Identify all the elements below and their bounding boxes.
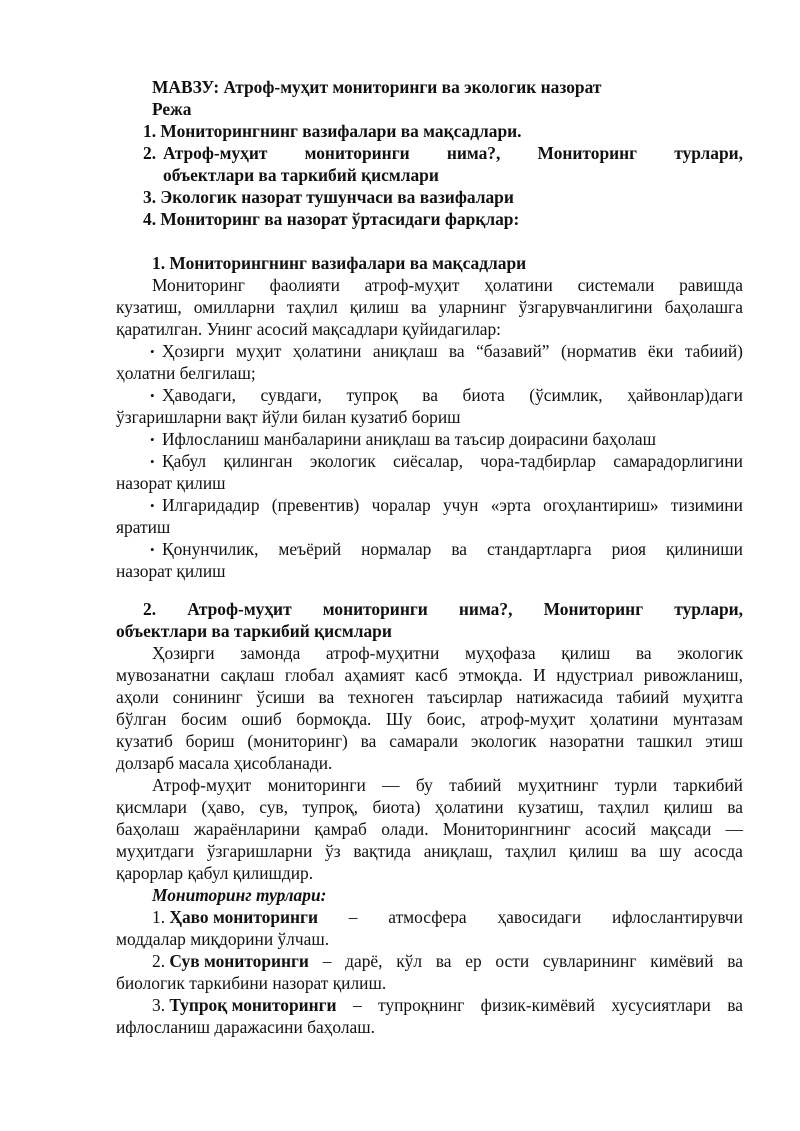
section-2-p2-line-2: қисмлари (ҳаво, сув, тупроқ, биота) ҳолатини кузатиш, таҳлил қилиш ва [116, 797, 743, 817]
section-1-intro-line-3: қаратилган. Унинг асосий мақсадлари қуйидагилар: [116, 319, 501, 339]
type-3-line-2: ифлосланиш даражасини баҳолаш. [116, 1017, 375, 1037]
section-2-p1-line-1: Ҳозирги замонда атроф-муҳитни муҳофаза қилиш ва экологик [152, 643, 743, 663]
type-2-term: Сув мониторинги [169, 951, 309, 971]
plan-item-text: Мониторингнинг вазифалари ва мақсадлари. [160, 121, 522, 141]
section-1-intro-line-2: кузатиш, омилларни таҳлил қилиш ва уларнинг ўзгарувчанлигини баҳолашга [116, 297, 743, 317]
document-title: МАВЗУ: Атроф-муҳит мониторинги ва экологик назорат [152, 77, 602, 97]
section-2-p2-line-4: муҳитдаги ўзгаришларни ўз вақтида аниқлаш, таҳлил қилиш ва шу асосда [116, 841, 743, 861]
type-2-line-2: биологик таркибини назорат қилиш. [116, 973, 387, 993]
plan-item-number: 1. [143, 121, 157, 141]
bullet-4-line-1: Қабул қилинган экологик сиёсалар, чора-тадбирлар самарадорлигини [162, 451, 743, 471]
plan-item-2-number: 2. [143, 143, 157, 163]
bullet-marker: • [150, 542, 155, 557]
type-2-line-1: 2. Сув мониторинги – дарё, кўл ва ер ости сувларининг кимёвий ва [152, 951, 743, 971]
plan-item-1 [143, 120, 522, 142]
plan-item-2-continuation: объектлари ва таркибий қисмлари [163, 165, 439, 185]
bullet-marker: • [150, 344, 155, 359]
bullet-4-line-2: назорат қилиш [116, 473, 226, 493]
section-2-p2-line-3: баҳолаш жараёнларини қамраб олади. Мониторингнинг асосий мақсади — [116, 819, 743, 839]
plan-item-4: 4. Мониторинг ва назорат ўртасидаги фарқлар: [143, 209, 520, 229]
plan-item-3: 3. Экологик назорат тушунчаси ва вазифалари [143, 187, 514, 207]
bullet-marker: • [150, 498, 155, 513]
section-2-heading-line-1: 2. Атроф-муҳит мониторинги нима?, Мониторинг турлари, [143, 599, 743, 619]
section-1-heading: 1. Мониторингнинг вазифалари ва мақсадлари [152, 253, 527, 273]
bullet-marker: • [150, 432, 155, 447]
section-2-p2-line-5: қарорлар қабул қилишдир. [116, 863, 314, 883]
section-1-intro-line-1: Мониторинг фаолияти атроф-муҳит ҳолатини системали равишда [152, 275, 743, 295]
section-2-p1-line-3: аҳоли сонининг ўсиши ва техноген таъсирлар натижасида табиий муҳитга [116, 687, 743, 707]
bullet-2-line-1: Ҳаводаги, сувдаги, тупроқ ва биота (ўсимлик, ҳайвонлар)даги [162, 385, 743, 405]
type-3-term: Тупроқ мониторинги [169, 995, 337, 1015]
type-3-line-1: 3. Тупроқ мониторинги – тупроқнинг физик-кимёвий хусусиятлари ва [152, 995, 743, 1015]
type-1-line-2: моддалар миқдорини ўлчаш. [116, 929, 330, 949]
section-2-p1-line-5: кузатиб бориш (мониторинг) ва самарали экологик назоратни ташкил этиш [116, 731, 743, 751]
section-2-p1-line-2: мувозанатни сақлаш глобал аҳамият касб этмоқда. И ндустриал ривожланиш, [116, 665, 743, 685]
section-2-heading-line-2: объектлари ва таркибий қисмлари [116, 621, 392, 641]
section-2-p1-line-4: бўлган босим ошиб бормоқда. Шу боис, атроф-муҳит ҳолатини мунтазам [116, 709, 743, 729]
bullet-5-line-2: яратиш [116, 517, 171, 537]
type-1-term: Ҳаво мониторинги [169, 907, 318, 927]
type-1-line-1: 1. Ҳаво мониторинги – атмосфера ҳавосидаги ифлослантирувчи [152, 907, 743, 927]
bullet-2-line-2: ўзгаришларни вақт йўли билан кузатиб бориш [116, 407, 461, 427]
monitoring-types-heading: Мониторинг турлари: [152, 885, 327, 905]
section-2-p1-line-6: долзарб масала ҳисобланади. [116, 753, 333, 773]
bullet-6-line-2: назорат қилиш [116, 561, 226, 581]
bullet-1-line-1: Ҳозирги муҳит ҳолатини аниқлаш ва “базавий” (норматив ёки табиий) [162, 341, 743, 361]
section-2-p2-line-1: Атроф-муҳит мониторинги — бу табиий муҳитнинг турли таркибий [152, 775, 743, 795]
bullet-marker: • [150, 454, 155, 469]
bullet-marker: • [150, 388, 155, 403]
plan-item-2-line: Атроф-муҳит мониторинги нима?, Мониторинг турлари, [163, 143, 743, 163]
bullet-5-line-1: Илгаридадир (превентив) чоралар учун «эрта огоҳлантириш» тизимини [162, 495, 743, 515]
plan-heading: Режа [152, 99, 192, 119]
bullet-3-line-1: Ифлосланиш манбаларини аниқлаш ва таъсир доирасини баҳолаш [162, 429, 656, 449]
bullet-6-line-1: Қонунчилик, меъёрий нормалар ва стандартларга риоя қилиниши [162, 539, 743, 559]
bullet-1-line-2: ҳолатни белгилаш; [116, 363, 256, 383]
